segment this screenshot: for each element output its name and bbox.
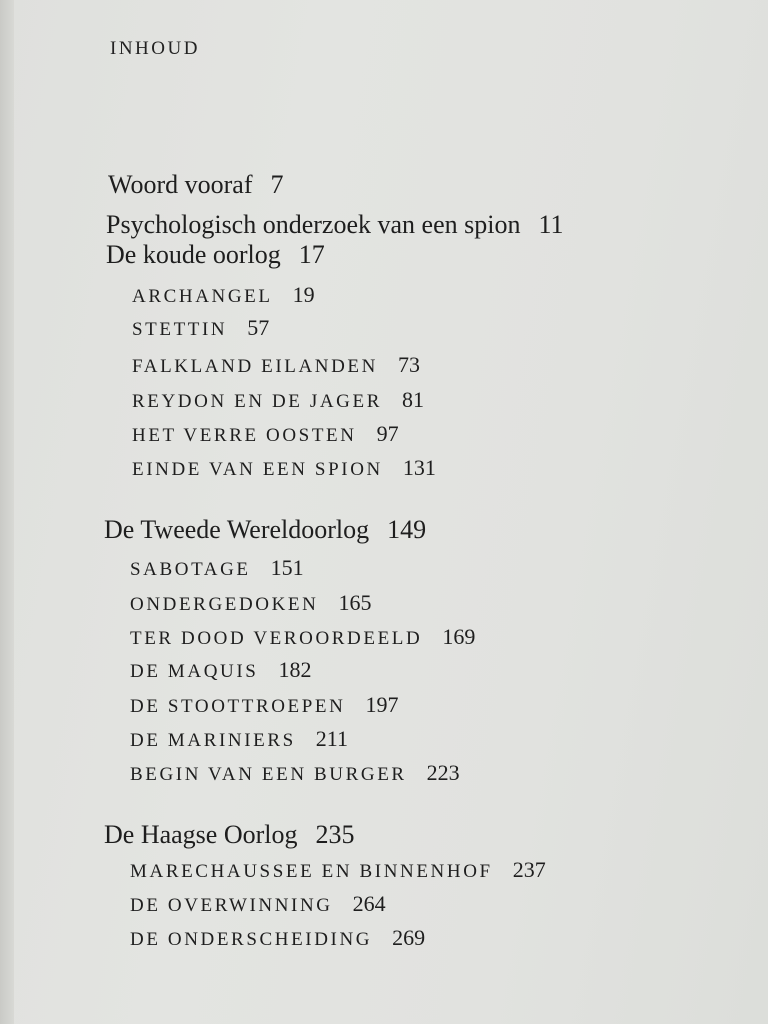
toc-entry-title: De koude oorlog <box>106 240 281 269</box>
toc-entry-page: 237 <box>512 857 546 882</box>
toc-entry-page: 17 <box>298 240 325 269</box>
toc-entry-page: 269 <box>392 925 426 950</box>
toc-entry-page: 57 <box>247 315 270 340</box>
toc-entry-page: 264 <box>352 891 386 916</box>
toc-entry-title: DE ONDERSCHEIDING <box>130 929 373 950</box>
toc-entry-page: 182 <box>278 657 312 682</box>
toc-entry-title: DE OVERWINNING <box>130 895 333 916</box>
toc-entry-page: 235 <box>315 820 355 849</box>
toc-entry-de-overwinning <box>130 891 386 917</box>
toc-entry-title: ONDERGEDOKEN <box>130 594 319 615</box>
toc-entry-title: DE MARINIERS <box>130 730 296 751</box>
toc-entry-page: 11 <box>538 210 564 239</box>
toc-entry-page: 165 <box>338 590 372 615</box>
toc-entry-koude-oorlog <box>106 240 325 270</box>
toc-entry-woord-vooraf <box>108 170 283 200</box>
toc-entry-page: 223 <box>426 760 460 785</box>
toc-entry-de-onderscheiding <box>130 925 425 951</box>
toc-entry-page: 131 <box>402 455 436 480</box>
toc-entry-page: 211 <box>315 726 348 751</box>
toc-entry-title: De Haagse Oorlog <box>104 820 298 849</box>
toc-entry-title: Psychologisch onderzoek van een spion <box>106 210 521 239</box>
toc-entry-page: 97 <box>376 421 399 446</box>
toc-entry-begin-van-een-burger <box>130 760 460 786</box>
toc-entry-title: ARCHANGEL <box>132 286 273 307</box>
toc-entry-page: 149 <box>387 515 427 544</box>
toc-entry-stettin <box>132 315 269 341</box>
toc-entry-de-mariniers <box>130 726 348 752</box>
toc-entry-title: BEGIN VAN EEN BURGER <box>130 764 407 785</box>
toc-entry-ter-dood-veroordeeld <box>130 624 475 650</box>
toc-entry-tweede-wereldoorlog <box>104 515 426 545</box>
toc-entry-title: STETTIN <box>132 319 228 340</box>
toc-entry-psychologisch-onderzoek <box>106 210 564 240</box>
toc-entry-page: 81 <box>401 387 424 412</box>
toc-entry-archangel <box>132 282 315 308</box>
toc-entry-het-verre-oosten <box>132 421 399 447</box>
toc-entry-page: 151 <box>270 555 304 580</box>
toc-entry-page: 7 <box>270 170 284 199</box>
toc-entry-de-maquis <box>130 657 311 683</box>
toc-entry-falkland-eilanden <box>132 352 420 378</box>
toc-entry-title: DE MAQUIS <box>130 661 259 682</box>
toc-entry-reydon-en-de-jager <box>132 387 424 413</box>
toc-entry-haagse-oorlog <box>104 820 355 850</box>
toc-entry-page: 73 <box>397 352 420 377</box>
toc-entry-marechaussee-en-binnenhof <box>130 857 546 883</box>
toc-entry-de-stoottroepen <box>130 692 398 718</box>
toc-entry-sabotage <box>130 555 304 581</box>
toc-entry-title: TER DOOD VEROORDEELD <box>130 628 423 649</box>
contents-heading: INHOUD <box>110 38 200 59</box>
toc-entry-page: 169 <box>442 624 476 649</box>
toc-entry-title: SABOTAGE <box>130 559 251 580</box>
toc-entry-title: FALKLAND EILANDEN <box>132 356 378 377</box>
toc-entry-title: De Tweede Wereldoorlog <box>104 515 370 544</box>
toc-entry-title: Woord vooraf <box>108 170 253 199</box>
toc-entry-title: HET VERRE OOSTEN <box>132 425 357 446</box>
toc-entry-page: 197 <box>365 692 399 717</box>
toc-entry-title: MARECHAUSSEE EN BINNENHOF <box>130 861 493 882</box>
toc-entry-title: REYDON EN DE JAGER <box>132 391 382 412</box>
toc-entry-einde-van-een-spion <box>132 455 436 481</box>
toc-entry-title: DE STOOTTROEPEN <box>130 696 346 717</box>
toc-entry-page: 19 <box>292 282 315 307</box>
toc-entry-ondergedoken <box>130 590 371 616</box>
toc-entry-title: EINDE VAN EEN SPION <box>132 459 383 480</box>
